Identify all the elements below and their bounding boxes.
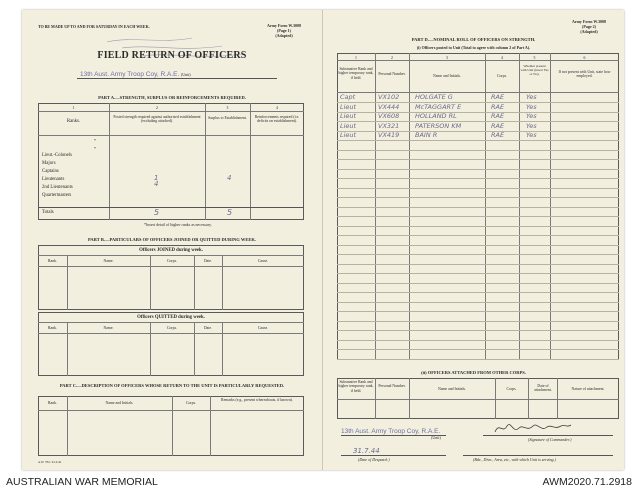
roll-entry-number: VX444 [378,102,400,111]
roll-entry-present: Yes [526,121,537,130]
roll-entry-number: VX321 [378,121,400,130]
hand-total-required: 5 [227,208,233,217]
part-a-col-reinforcements: Reinforcements required (i.e. deficits on establishment). [254,115,300,124]
roll-entry-number: VX419 [378,131,400,139]
roll-entry-name: BAIN R [415,131,438,139]
rank-lieut-colonels: Lieut.-Colonels [42,153,72,158]
form-number-left: Army Form W.3008 (Page 1) (Adapted) [266,23,302,38]
roll-entry-name: McTAGGART E [415,102,462,111]
roll-colnum-6: 6 [583,56,586,60]
joined-col-date: Date. [203,259,213,263]
form-title: FIELD RETURN OF OFFICERS [97,50,247,61]
despatch-date: 31.7.44 [353,447,380,455]
roll-entry-rank: Lieut [340,131,357,139]
roll-entry-name: PATERSON KM [415,121,462,130]
part-a-col-surplus: Surplus to Establishment. [208,116,247,120]
rank-lieutenants: Lieutenants [42,177,65,182]
part-c-heading: PART C.—DESCRIPTION OF OFFICERS WHOSE RETURN TO THE UNIT IS PARTICULARLY REQUESTED. [59,383,285,388]
roll-colnum-4: 4 [501,56,503,60]
part-d-heading: PART D.—NOMINAL ROLL OF OFFICERS ON STRENGTH. [411,37,536,42]
part-c-col-rank: Rank. [48,401,57,405]
bde-label: (Bde., Divn., Area, etc., with which Unit is serving.) [473,457,556,462]
quitted-title: Officers QUITTED during week. [137,315,205,320]
quitted-col-corps: Corps. [166,326,178,330]
roll-entry-name: HOLLAND RL [415,112,457,120]
quitted-col-date: Date. [203,326,213,330]
sig-unit-stamp: 13th Aust. Army Troop Coy, R.A.E. [341,428,441,435]
roll-entry-corps: RAE [491,131,505,139]
hand-total: 5 [154,208,160,217]
hand-lieut-required: 4 [227,174,232,182]
hand-captains: 1 [154,174,159,182]
roll-entry-present: Yes [526,93,537,101]
roll-colnum-3: 3 [446,56,448,60]
joined-col-cause: Cause. [257,259,269,263]
footer-left: AUSTRALIAN WAR MEMORIAL [6,476,158,488]
page-two [323,10,624,470]
part-b-heading: PART B.—PARTICULARS OF OFFICERS JOINED OR QUITTED DURING WEEK. [88,237,256,242]
quitted-col-cause: Cause. [257,326,269,330]
quitted-col-rank: Rank. [48,326,57,330]
date-label: (Date of Despatch.) [358,457,390,462]
joined-col-name: Name. [103,259,114,263]
roll-entry-corps: RAE [491,93,505,101]
part-a-footnote: *Insert detail of higher ranks as necessary. [144,222,212,227]
rank-2nd-lieutenants: 2nd Lieutenants [42,185,73,190]
attached-col-rank: Substantive Rank and higher temporary rank, if held. [338,380,374,393]
roll-col-rank: Substantive Rank and higher temporary rank, if held. [338,67,374,80]
roll-col-corps: Corps. [496,74,508,78]
part-c-col-name: Name and Initials. [105,401,134,405]
joined-title: Officers JOINED during week. [139,248,203,253]
joined-col-corps: Corps. [166,259,178,263]
roll-entry-number: VX102 [378,93,400,101]
unit-line [80,71,280,78]
roll-entry-present: Yes [526,131,537,139]
attached-col-number: Personal Number. [378,384,406,388]
totals-label: Totals [42,210,54,215]
roll-colnum-1: 1 [355,56,357,60]
roll-entry-rank: Lieut [340,121,357,130]
rank-captains: Captains [42,169,59,174]
roll-entry-name: HOLGATE G [415,93,453,101]
part-c-col-corps: Corps. [185,401,197,405]
attached-col-date: Date of attachment. [534,384,552,393]
header-note: TO BE MADE UP TO AND FOR SATURDAY IN EACH WEEK. [38,24,150,29]
roll-entry-rank: Lieut [340,102,357,111]
roll-entry-corps: RAE [491,112,505,120]
quitted-col-name: Name. [103,326,114,330]
part-a-col-posted: Posted strength required against authorised establishment (excluding attached). [113,115,201,124]
attached-col-nature: Nature of attachment. [571,387,605,391]
roll-colnum-5: 5 [533,56,536,60]
roll-entry-present: Yes [526,102,537,111]
rank-quartermasters: Quartermasters [42,193,72,198]
footer-right: AWM2020.71.2918 [542,476,632,488]
asterisk-1: * [94,138,96,143]
roll-colnum-2: 2 [391,56,393,60]
roll-col-number: Personal Number. [378,72,406,76]
part-c-col-remarks: Remarks (e.g., present whereabouts, if known). [221,398,293,402]
form-number-right: Army Form W.3008 (Page 2) (Adapted) [571,19,607,34]
sig-unit-label: (Unit) [431,435,441,440]
part-a-colnum-2: 2 [156,106,158,110]
roll-entry-rank: Lieut [340,112,357,120]
roll-col-name: Name and Initials. [433,74,461,78]
roll-entry-corps: RAE [491,121,505,130]
page-one [22,10,322,470]
unit-suffix: (Unit) [180,72,191,77]
asterisk-2: * [94,146,96,151]
roll-entry-number: VX608 [378,112,400,120]
part-a-colnum-4: 4 [276,106,278,110]
roll-col-employed: If not present with Unit, state how employed. [558,70,611,79]
hand-lieutenants: 4 [154,180,159,188]
rank-majors: Majors [42,161,56,166]
commander-label: (Signature of Commander.) [528,437,572,442]
part-a-heading: PART A.—STRENGTH, SURPLUS OR REINFORCEMENTS REQUIRED. [98,95,246,100]
part-a-col-ranks: Ranks. [66,119,81,124]
attached-col-corps: Corps. [506,387,517,391]
document-sheet [22,10,624,470]
roll-col-present: Whether present with Unit (insert Yes or No). [520,64,549,76]
part-d-sub-i: (i) Officers posted to Unit (Total to agree with column 2 of Part A). [416,45,531,50]
joined-col-rank: Rank. [48,259,57,263]
part-a-colnum-1: 1 [72,106,75,110]
roll-entry-corps: RAE [491,102,505,111]
part-d-sub-ii: (ii) OFFICERS ATTACHED FROM OTHER CORPS. [421,370,526,375]
roll-entry-rank: Capt [340,93,356,101]
roll-entry-present: Yes [526,112,537,120]
part-a-colnum-3: 3 [226,106,229,110]
unit-stamp: 13th Aust. Army Troop Coy, R.A.E. [80,71,180,78]
print-code: A.W. 784 / 43-2/42 [38,460,62,464]
attached-col-name: Name and Initials. [438,387,466,391]
